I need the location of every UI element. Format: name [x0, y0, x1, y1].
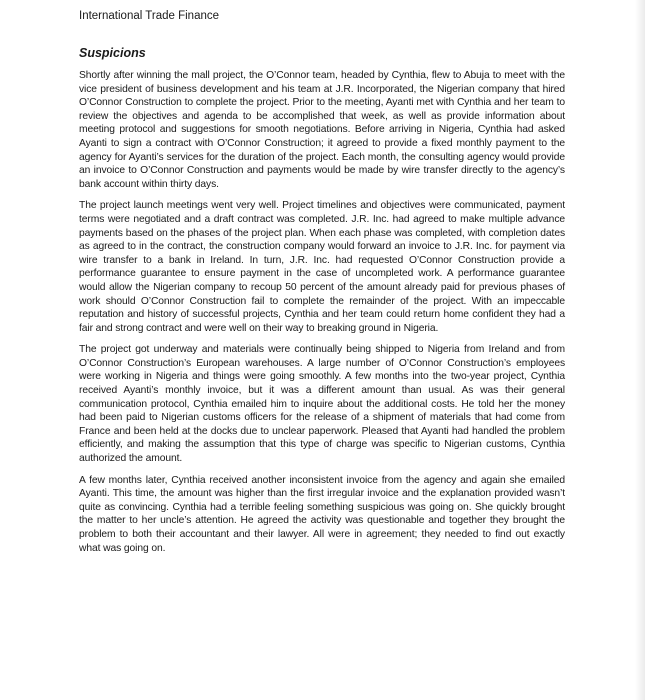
- paragraph-2: The project launch meetings went very well. Project timelines and objectives were communicated, payment terms were negotiated and a draft contract was completed. J.R. Inc. had agreed to make multiple advance payments based on the phases of the project plan. When each phase was completed, with completion dates as agreed to in the contract, the construction company would forward an invoice to J.R. Inc. for payment via wire transfer to a bank in Ireland. In turn, J.R. Inc. had requested O’Connor Construction provide a performance guarantee to ensure payment in the case of uncompleted work. A performance guarantee would allow the Nigerian company to recoup 50 percent of the amount already paid for previous phases of work should O’Connor Construction fail to complete the remainder of the project. With an impeccable reputation and history of successful projects, Cynthia and her team could return home confident they had a fair and strong contract and were well on their way to breaking ground in Nigeria.: [79, 200, 565, 334]
- section-heading: Suspicions: [79, 46, 146, 60]
- body-text: [79, 69, 565, 563]
- paragraph-4: A few months later, Cynthia received another inconsistent invoice from the agency and again she emailed Ayanti. This time, the amount was higher than the first irregular invoice and the explanation provided wasn’t quite as convincing. Cynthia had a terrible feeling something suspicious was going on. She quickly brought the matter to her uncle’s attention. He agreed the activity was questionable and together they brought the problem to both their accountant and their lawyer. All were in agreement; they needed to find out exactly what was going on.: [79, 474, 565, 554]
- paragraph-3: The project got underway and materials were continually being shipped to Nigeria from Ireland and from O’Connor Construction’s European warehouses. A large number of O’Connor Construction’s employees were working in Nigeria and things were going smoothly. A few months into the two-year project, Cynthia received Ayanti’s monthly invoice, but it was a different amount than usual. As was their general communication protocol, Cynthia emailed him to inquire about the additional costs. He told her the money had been paid to Nigerian customs officers for the release of a shipment of materials that had come from France and been held at the docks due to unclear paperwork. Pleased that Ayanti had handled the problem efficiently, and making the assumption that this type of charge was specific to Nigerian customs, Cynthia authorized the amount.: [79, 344, 565, 465]
- page-edge-shadow: [635, 0, 645, 700]
- running-header: International Trade Finance: [79, 10, 220, 22]
- paragraph-1: Shortly after winning the mall project, the O’Connor team, headed by Cynthia, flew to Abuja to meet with the vice president of business development and his team at J.R. Incorporated, the Nigerian company that hired O’Connor Construction to complete the project. Prior to the meeting, Ayanti met with Cynthia and her team to review the objectives and agenda to be accomplished that week, as well as provide information about meeting protocol and suggestions for smooth negotiations. Before arriving in Nigeria, Cynthia had asked Ayanti to sign a contract with O’Connor Construction; it agreed to provide a fixed monthly payment to the agency for Ayanti’s services for the duration of the project. Each month, the consulting agency would provide an invoice to O’Connor Construction and payments would be made by wire transfer directly to the agency’s bank account within thirty days.: [79, 70, 565, 190]
- document-page: [79, 0, 565, 700]
